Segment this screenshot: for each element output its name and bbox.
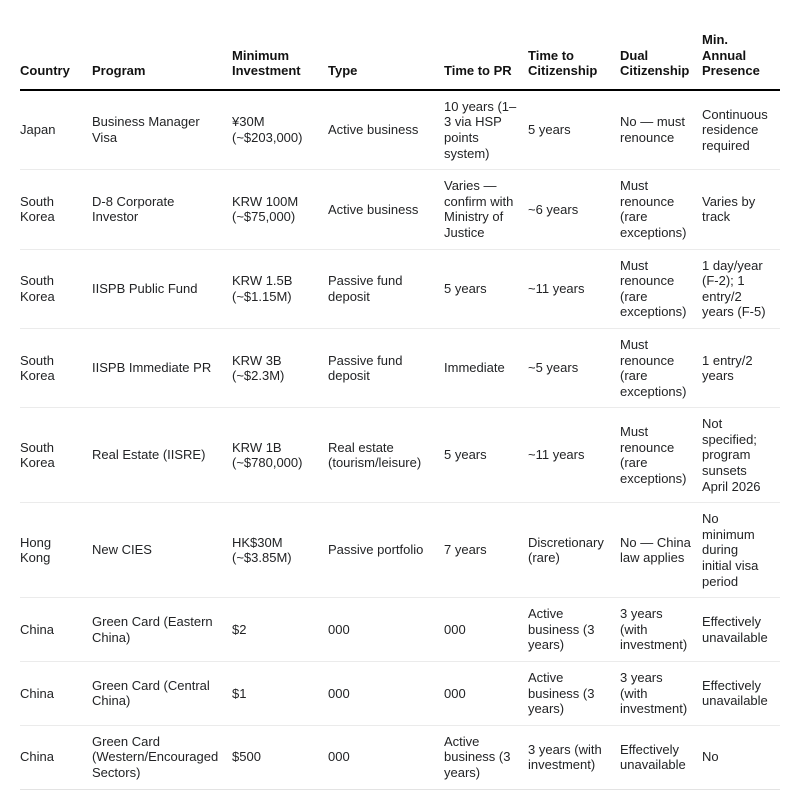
table-cell: KRW 100M (~$75,000)	[232, 170, 328, 249]
table-cell: HK$30M (~$3.85M)	[232, 503, 328, 598]
table-cell: Active business (3 years)	[444, 725, 528, 789]
table-cell: 5 years	[444, 408, 528, 503]
table-cell: Varies by track	[702, 170, 780, 249]
table-cell: ~11 years	[528, 249, 620, 328]
table-cell: KRW 1B (~$780,000)	[232, 408, 328, 503]
table-cell: D-8 Corporate Investor	[92, 170, 232, 249]
column-header: Time to PR	[444, 28, 528, 90]
table-cell: Real estate (tourism/leisure)	[328, 408, 444, 503]
table-cell: 10 years (1–3 via HSP points system)	[444, 90, 528, 170]
table-cell: China	[20, 598, 92, 662]
table-cell: Active business	[328, 90, 444, 170]
table-cell: Must renounce (rare exceptions)	[620, 328, 702, 407]
table-cell: Active business (3 years)	[528, 598, 620, 662]
table-cell: Active business (3 years)	[528, 662, 620, 726]
table-cell: South Korea	[20, 408, 92, 503]
table-cell: 5 years	[444, 249, 528, 328]
table-cell: 1 day/year (F-2); 1 entry/2 years (F-5)	[702, 249, 780, 328]
table-cell: Not specified; program sunsets April 2026	[702, 408, 780, 503]
table-cell: KRW 1.5B (~$1.15M)	[232, 249, 328, 328]
table-cell: Hong Kong	[20, 503, 92, 598]
table-cell: South Korea	[20, 328, 92, 407]
table-cell: ~6 years	[528, 170, 620, 249]
table-cell: No — China law applies	[620, 503, 702, 598]
table-cell: 1 entry/2 years	[702, 328, 780, 407]
table-cell: 000	[328, 662, 444, 726]
table-cell: Must renounce (rare exceptions)	[620, 170, 702, 249]
table-cell: 000	[444, 662, 528, 726]
table-cell: $1	[232, 662, 328, 726]
table-cell: 3 years (with investment)	[620, 598, 702, 662]
table-cell: Active business	[328, 170, 444, 249]
table-cell: Japan	[20, 90, 92, 170]
table-cell: No — must renounce	[620, 90, 702, 170]
column-header: Dual Citizenship	[620, 28, 702, 90]
table-cell: China	[20, 725, 92, 789]
table-cell: 3 years (with investment)	[528, 725, 620, 789]
table-cell: No	[702, 725, 780, 789]
column-header: Min. Annual Presence	[702, 28, 780, 90]
table-cell: Business Manager Visa	[92, 90, 232, 170]
table-cell: ~11 years	[528, 408, 620, 503]
table-cell: 000	[328, 725, 444, 789]
table-body	[20, 90, 780, 789]
table-cell: No minimum during initial visa period	[702, 503, 780, 598]
table-cell: $500	[232, 725, 328, 789]
table-cell: 5 years	[528, 90, 620, 170]
table-cell: 000	[444, 598, 528, 662]
column-header: Time to Citizenship	[528, 28, 620, 90]
header-row	[20, 28, 780, 90]
table-cell: Immediate	[444, 328, 528, 407]
table-cell: South Korea	[20, 249, 92, 328]
table-cell: Green Card (Western/Encouraged Sectors)	[92, 725, 232, 789]
column-header: Type	[328, 28, 444, 90]
table-cell: Continuous residence required	[702, 90, 780, 170]
table-row	[20, 662, 780, 726]
table-cell: Passive fund deposit	[328, 249, 444, 328]
table-cell: 3 years (with investment)	[620, 662, 702, 726]
table-cell: 7 years	[444, 503, 528, 598]
table-row	[20, 598, 780, 662]
table-cell: Real Estate (IISRE)	[92, 408, 232, 503]
column-header: Program	[92, 28, 232, 90]
table-cell: ¥30M (~$203,000)	[232, 90, 328, 170]
table-cell: Must renounce (rare exceptions)	[620, 249, 702, 328]
table-cell: Effectively unavailable	[702, 598, 780, 662]
table-row	[20, 408, 780, 503]
table-cell: KRW 3B (~$2.3M)	[232, 328, 328, 407]
table-row	[20, 503, 780, 598]
table-cell: Passive fund deposit	[328, 328, 444, 407]
table-row	[20, 328, 780, 407]
table-cell: Must renounce (rare exceptions)	[620, 408, 702, 503]
table-cell: $2	[232, 598, 328, 662]
table-cell: Discretionary (rare)	[528, 503, 620, 598]
column-header: Minimum Investment	[232, 28, 328, 90]
table-cell: Passive portfolio	[328, 503, 444, 598]
table-cell: Green Card (Eastern China)	[92, 598, 232, 662]
table-cell: New CIES	[92, 503, 232, 598]
column-header: Country	[20, 28, 92, 90]
table-cell: 000	[328, 598, 444, 662]
table-row	[20, 90, 780, 170]
table-row	[20, 170, 780, 249]
table-cell: ~5 years	[528, 328, 620, 407]
table-cell: South Korea	[20, 170, 92, 249]
table-cell: China	[20, 662, 92, 726]
table-cell: IISPB Public Fund	[92, 249, 232, 328]
table-cell: Green Card (Central China)	[92, 662, 232, 726]
table-cell: Effectively unavailable	[702, 662, 780, 726]
table-cell: IISPB Immediate PR	[92, 328, 232, 407]
table-row	[20, 725, 780, 789]
table-cell: Effectively unavailable	[620, 725, 702, 789]
investment-program-comparison-table	[20, 28, 780, 790]
table-row	[20, 249, 780, 328]
table-cell: Varies — confirm with Ministry of Justice	[444, 170, 528, 249]
